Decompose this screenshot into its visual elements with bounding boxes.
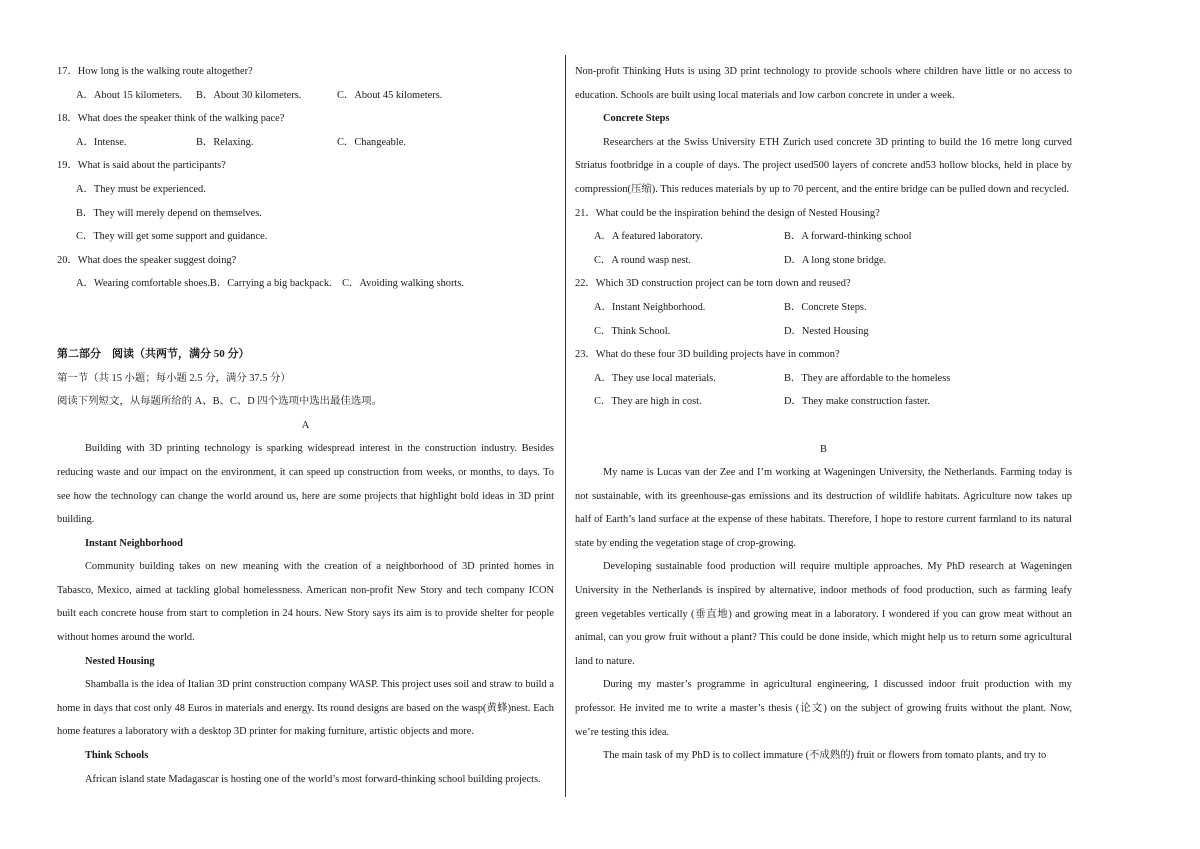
- option-a: A．About 15 kilometers.: [76, 89, 182, 101]
- passage-b-paragraph-4: The main task of my PhD is to collect immature (不成熟的) fruit or flowers from tomato plants, and try to: [603, 750, 1047, 762]
- instruction: 阅读下列短文，从每题所给的 A、B、C、D 四个选项中选出最佳选项。: [57, 396, 382, 408]
- heading-concrete-steps: Concrete Steps: [603, 113, 670, 125]
- option-c: C．About 45 kilometers.: [337, 89, 443, 101]
- option-c: C．Think School.: [594, 325, 671, 337]
- option-c: C．A round wasp nest.: [594, 254, 691, 266]
- question-22: 22．Which 3D construction project can be torn down and reused?: [575, 278, 851, 290]
- option-a: A．A featured laboratory.: [594, 231, 703, 243]
- paragraph-think-schools-start: African island state Madagascar is hosting one of the world’s most forward-thinking school building projects.: [85, 773, 541, 785]
- section-title: 第二部分 阅读（共两节，满分 50 分）: [57, 347, 250, 360]
- question-18: 18．What does the speaker think of the walking pace?: [57, 113, 285, 125]
- option-b: B．Relaxing.: [196, 136, 254, 148]
- spacer: [57, 296, 554, 343]
- option-a: A．They use local materials.: [594, 372, 716, 384]
- option-c: C．Changeable.: [337, 136, 406, 148]
- question-21-options-row1: [575, 225, 1072, 249]
- paragraph-think-schools-end: Non-profit Thinking Huts is using 3D print technology to provide schools where children have little or no access to education. Schools are built using local materials and low carbon concrete in under a week.: [575, 66, 1072, 101]
- option-a: A．Instant Neighborhood.: [594, 301, 706, 313]
- option-d: D．Nested Housing: [784, 325, 869, 337]
- option-a: A．They must be experienced.: [76, 183, 206, 195]
- left-column: [57, 60, 554, 791]
- question-20: 20．What does the speaker suggest doing?: [57, 254, 237, 266]
- question-21-options-row2: [575, 249, 1072, 273]
- paragraph-nested-housing: Shamballa is the idea of Italian 3D print construction company WASP. This project uses soil and straw to build a home in days that cost only 48 Euros in materials and energy. Its round designs are based on the wasp(黄蜂)nest. Each home features a laboratory with a desktop 3D printer for making furniture, artistic objects and more.: [57, 679, 554, 738]
- question-23-options-row2: [575, 390, 1072, 414]
- heading-instant-neighborhood: Instant Neighborhood: [85, 537, 183, 549]
- option-d: D．They make construction faster.: [784, 396, 931, 408]
- option-b: B．They are affordable to the homeless: [784, 372, 951, 384]
- heading-think-schools: Think Schools: [85, 750, 149, 762]
- option-a: A．Intense.: [76, 136, 127, 148]
- question-18-options: [57, 131, 554, 155]
- question-23: 23．What do these four 3D building projects have in common?: [575, 349, 840, 361]
- option-b: B．They will merely depend on themselves.: [76, 207, 262, 219]
- option-b: B．About 30 kilometers.: [196, 89, 302, 101]
- question-23-options-row1: [575, 367, 1072, 391]
- paragraph-concrete-steps: Researchers at the Swiss University ETH Zurich used concrete 3D printing to build the 16 metre long curved Striatus footbridge in a couple of days. The project used500 layers of concrete and53 hollow blocks, held in place by compression(压缩). This reduces materials by up to 70 percent, and the entire bridge can be pulled down and recycled.: [575, 136, 1072, 195]
- right-column: [575, 60, 1072, 768]
- question-22-options-row1: [575, 296, 1072, 320]
- option-b: B．A forward-thinking school: [784, 231, 912, 243]
- subsection-title: 第一节（共 15 小题；每小题 2.5 分，满分 37.5 分）: [57, 372, 291, 384]
- question-17-options: [57, 84, 554, 108]
- option-c: C．They will get some support and guidance.: [76, 231, 268, 243]
- question-22-options-row2: [575, 320, 1072, 344]
- question-20-options: A．Wearing comfortable shoes.B．Carrying a big backpack. C．Avoiding walking shorts.: [76, 278, 464, 290]
- passage-b-paragraph-2: Developing sustainable food production will require multiple approaches. My PhD research at Wageningen University in the Netherlands is inspired by alternative, indoor methods of food production, such as farming leafy green vegetables vertically (垂直地) and growing meat in a laboratory. I wondered if you can grow meat without an animal, can you grow fruit without a plant? This could be done inside, which might help us to return some agricultural land to nature.: [575, 561, 1072, 667]
- option-b: B．Concrete Steps.: [784, 301, 867, 313]
- passage-b-paragraph-3: During my master’s programme in agricultural engineering, I discussed indoor fruit production with my professor. He invited me to write a master’s thesis (论文) on the subject of growing fruits without the plant. Now, we’re testing this idea.: [575, 679, 1072, 738]
- heading-nested-housing: Nested Housing: [85, 655, 155, 667]
- passage-b-label: B: [820, 443, 827, 455]
- passage-a-label: A: [301, 419, 310, 431]
- column-divider: [565, 55, 566, 797]
- spacer: [575, 414, 1072, 438]
- paragraph-instant-neighborhood: Community building takes on new meaning with the creation of a neighborhood of 3D printed homes in Tabasco, Mexico, aimed at tackling global homelessness. American non-profit New Story and tech company ICON built each concrete house from start to completion in 24 hours. New Story says its aim is to provide shelter for people without homes around the world.: [57, 561, 554, 644]
- passage-a-intro: Building with 3D printing technology is sparking widespread interest in the construction industry. Besides reducing waste and our impact on the environment, it can speed up construction from weeks, or months, to days. To see how the technology can change the world around us, here are some projects that highlight bold ideas in 3D print building.: [57, 443, 554, 526]
- option-d: D．A long stone bridge.: [784, 254, 887, 266]
- passage-b-paragraph-1: My name is Lucas van der Zee and I’m working at Wageningen University, the Netherlands. Farming today is not sustainable, with its greenhouse-gas emissions and its destruction of wildlife habitats. Agriculture now takes up half of Earth’s land surface at the expense of these habitats. Therefore, I hope to restore current farmland to its natural state by ending the vegetation stage of crop-growing.: [575, 467, 1072, 549]
- question-21: 21．What could be the inspiration behind the design of Nested Housing?: [575, 207, 880, 219]
- question-17: 17．How long is the walking route altogether?: [57, 66, 253, 77]
- question-19: 19．What is said about the participants?: [57, 160, 226, 172]
- option-c: C．They are high in cost.: [594, 396, 702, 408]
